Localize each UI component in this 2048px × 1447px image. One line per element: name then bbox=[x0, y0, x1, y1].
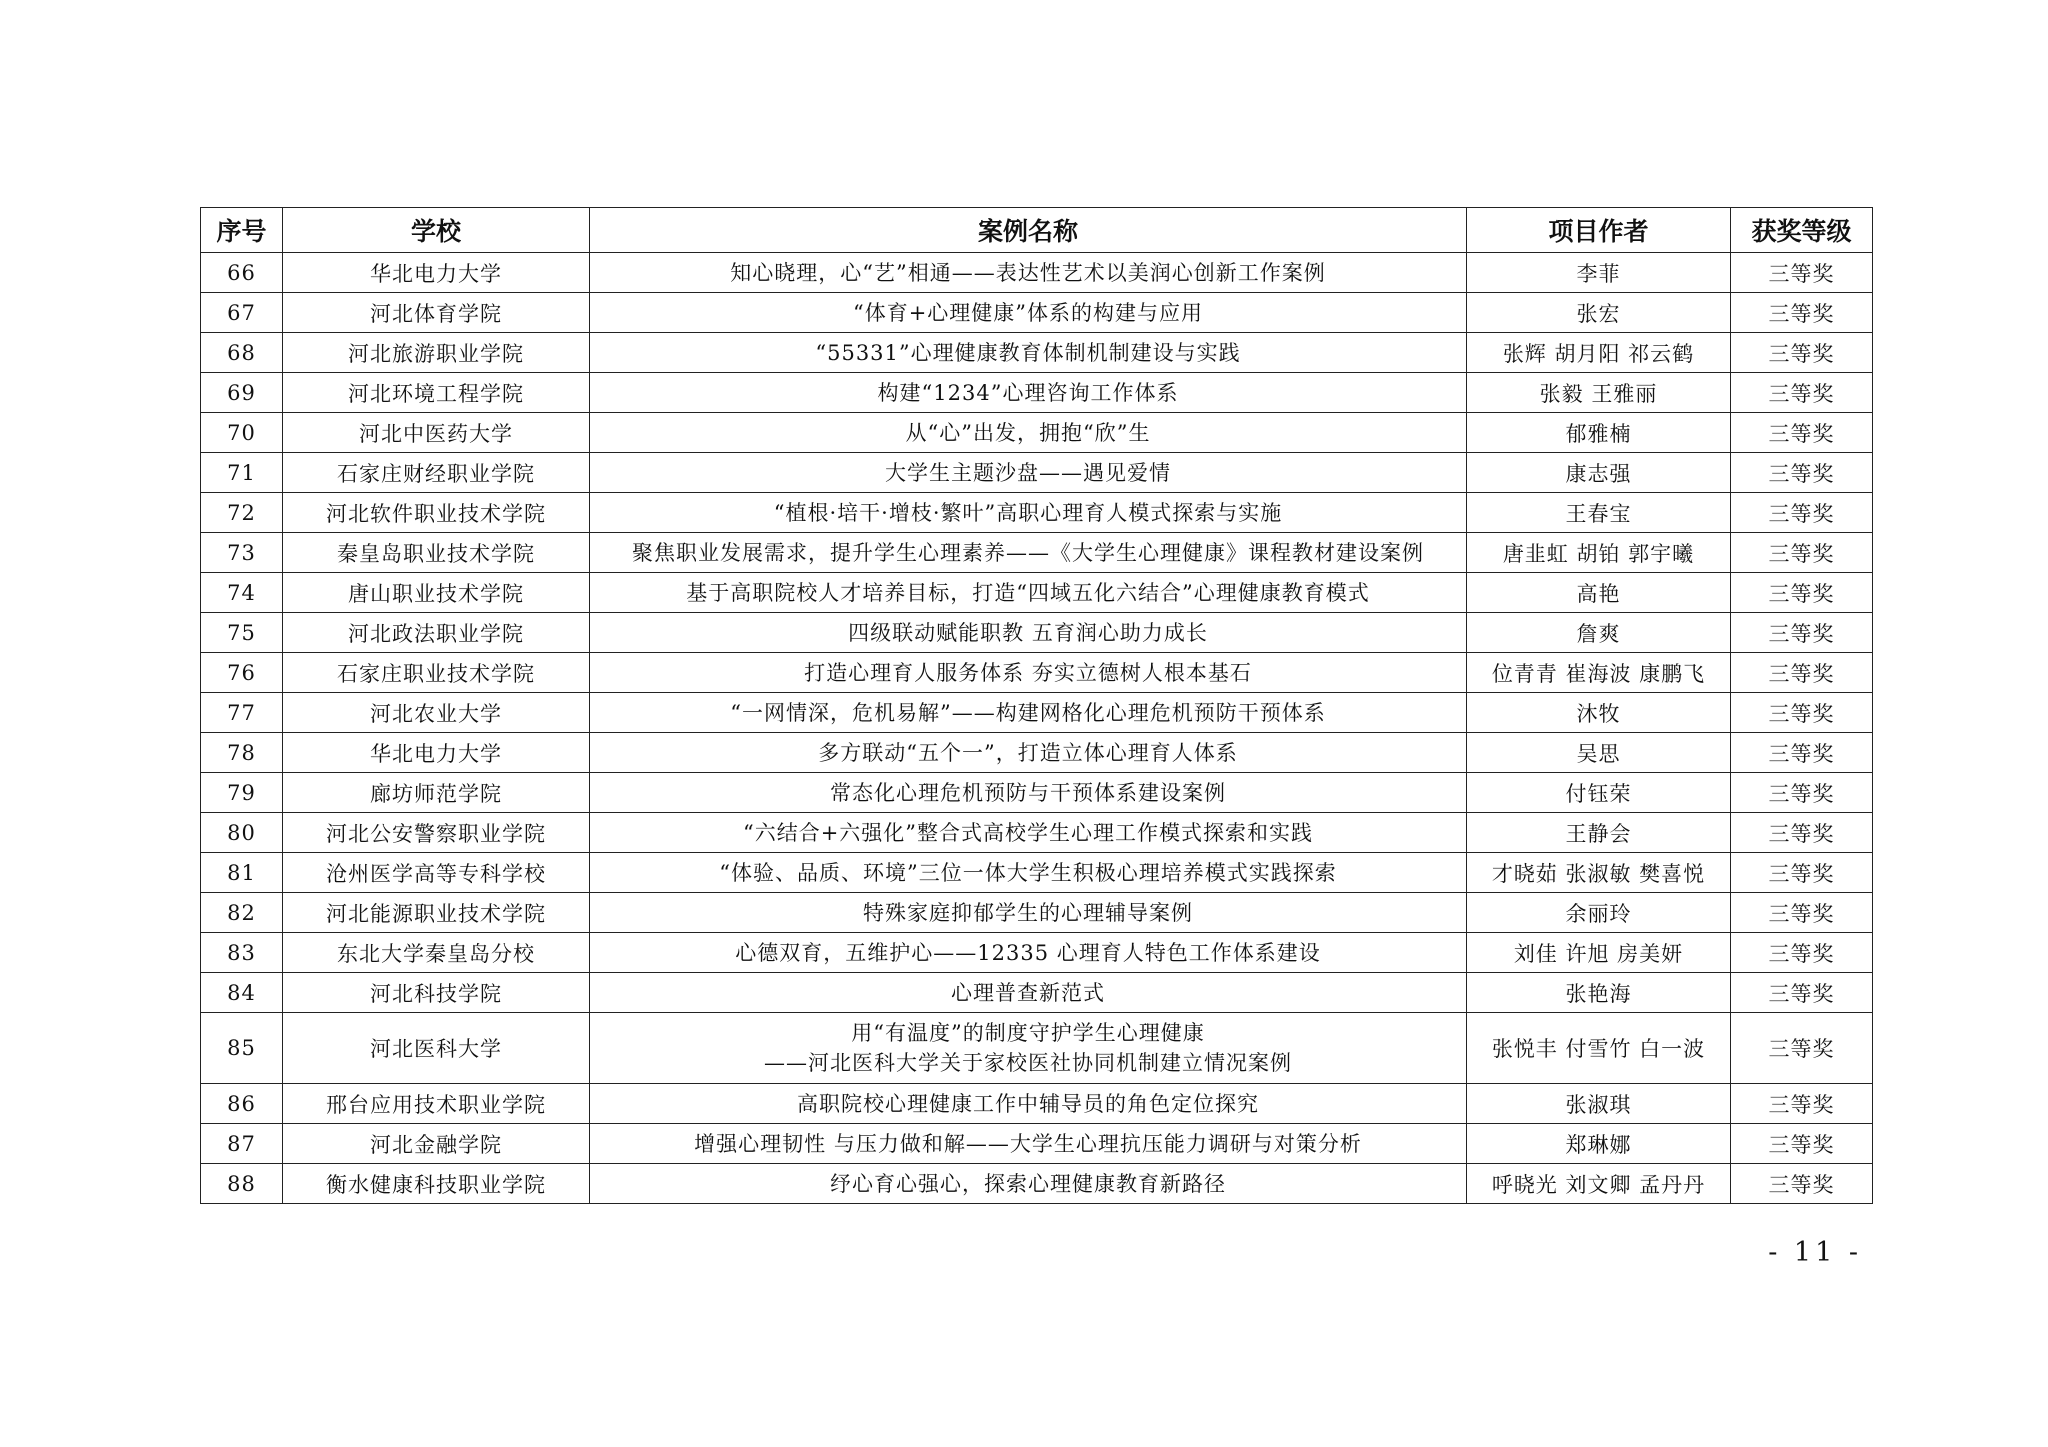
case-name-line: 构建“1234”心理咨询工作体系 bbox=[877, 380, 1179, 405]
cell-seq: 84 bbox=[201, 973, 283, 1013]
case-name-line: “植根·培干·增枝·繁叶”高职心理育人模式探索与实施 bbox=[773, 500, 1283, 525]
case-name-line: 多方联动“五个一”，打造立体心理育人体系 bbox=[818, 740, 1238, 765]
cell-case-name bbox=[590, 333, 1467, 373]
cell-award: 三等奖 bbox=[1731, 533, 1873, 573]
cell-case-name bbox=[590, 933, 1467, 973]
cell-award: 三等奖 bbox=[1731, 893, 1873, 933]
cell-authors: 郁雅楠 bbox=[1467, 413, 1731, 453]
cell-authors: 王春宝 bbox=[1467, 493, 1731, 533]
table-row bbox=[201, 373, 1873, 413]
cell-authors: 康志强 bbox=[1467, 453, 1731, 493]
cell-case-name bbox=[590, 773, 1467, 813]
cell-seq: 73 bbox=[201, 533, 283, 573]
cell-award: 三等奖 bbox=[1731, 973, 1873, 1013]
cell-case-name bbox=[590, 613, 1467, 653]
cell-case-name bbox=[590, 413, 1467, 453]
cell-authors: 呼晓光 刘文卿 孟丹丹 bbox=[1467, 1164, 1731, 1204]
cell-award: 三等奖 bbox=[1731, 773, 1873, 813]
case-name-line: “六结合+六强化”整合式高校学生心理工作模式探索和实践 bbox=[742, 820, 1314, 845]
case-name-line: “体验、品质、环境”三位一体大学生积极心理培养模式实践探索 bbox=[719, 860, 1337, 885]
cell-authors: 才晓茹 张淑敏 樊喜悦 bbox=[1467, 853, 1731, 893]
header-authors: 项目作者 bbox=[1467, 208, 1731, 253]
table-row bbox=[201, 413, 1873, 453]
cell-authors: 王静会 bbox=[1467, 813, 1731, 853]
table-row bbox=[201, 773, 1873, 813]
cell-case-name bbox=[590, 573, 1467, 613]
cell-case-name bbox=[590, 693, 1467, 733]
cell-school: 河北金融学院 bbox=[283, 1124, 590, 1164]
cell-case-name bbox=[590, 253, 1467, 293]
cell-award: 三等奖 bbox=[1731, 653, 1873, 693]
cell-authors: 张毅 王雅丽 bbox=[1467, 373, 1731, 413]
cell-award: 三等奖 bbox=[1731, 413, 1873, 453]
page-number: - 11 - bbox=[1768, 1237, 1862, 1268]
cell-case-name bbox=[590, 373, 1467, 413]
cell-authors: 位青青 崔海波 康鹏飞 bbox=[1467, 653, 1731, 693]
cell-case-name bbox=[590, 493, 1467, 533]
case-name-line: 高职院校心理健康工作中辅导员的角色定位探究 bbox=[797, 1091, 1259, 1116]
case-name-line: 常态化心理危机预防与干预体系建设案例 bbox=[830, 780, 1226, 805]
table-row bbox=[201, 733, 1873, 773]
cell-authors: 张宏 bbox=[1467, 293, 1731, 333]
header-school: 学校 bbox=[283, 208, 590, 253]
case-name-line: “一网情深，危机易解”——构建网格化心理危机预防干预体系 bbox=[730, 700, 1326, 725]
cell-authors: 郑琳娜 bbox=[1467, 1124, 1731, 1164]
cell-seq: 83 bbox=[201, 933, 283, 973]
header-award: 获奖等级 bbox=[1731, 208, 1873, 253]
cell-school: 河北政法职业学院 bbox=[283, 613, 590, 653]
table-row bbox=[201, 893, 1873, 933]
cell-school: 河北公安警察职业学院 bbox=[283, 813, 590, 853]
cell-seq: 86 bbox=[201, 1084, 283, 1124]
cell-school: 河北软件职业技术学院 bbox=[283, 493, 590, 533]
table-row bbox=[201, 1164, 1873, 1204]
table-row bbox=[201, 853, 1873, 893]
table-row bbox=[201, 613, 1873, 653]
cell-award: 三等奖 bbox=[1731, 1084, 1873, 1124]
case-name-line: 心理普查新范式 bbox=[951, 980, 1105, 1005]
cell-seq: 87 bbox=[201, 1124, 283, 1164]
cell-school: 衡水健康科技职业学院 bbox=[283, 1164, 590, 1204]
header-seq: 序号 bbox=[201, 208, 283, 253]
cell-authors: 张辉 胡月阳 祁云鹤 bbox=[1467, 333, 1731, 373]
case-name-line: 增强心理韧性 与压力做和解——大学生心理抗压能力调研与对策分析 bbox=[694, 1131, 1362, 1156]
case-name-line: 特殊家庭抑郁学生的心理辅导案例 bbox=[863, 900, 1193, 925]
table-row bbox=[201, 973, 1873, 1013]
cell-seq: 85 bbox=[201, 1013, 283, 1084]
cell-school: 秦皇岛职业技术学院 bbox=[283, 533, 590, 573]
case-name-line: “55331”心理健康教育体制机制建设与实践 bbox=[815, 340, 1241, 365]
table-row bbox=[201, 1013, 1873, 1084]
table-row bbox=[201, 333, 1873, 373]
table-header bbox=[201, 208, 1873, 253]
table-row bbox=[201, 933, 1873, 973]
cell-award: 三等奖 bbox=[1731, 1013, 1873, 1084]
cell-seq: 88 bbox=[201, 1164, 283, 1204]
cell-authors: 余丽玲 bbox=[1467, 893, 1731, 933]
cell-case-name bbox=[590, 533, 1467, 573]
cell-school: 华北电力大学 bbox=[283, 253, 590, 293]
table-row bbox=[201, 1084, 1873, 1124]
case-name-line: 四级联动赋能职教 五育润心助力成长 bbox=[848, 620, 1208, 645]
header-row bbox=[201, 208, 1873, 253]
cell-school: 河北旅游职业学院 bbox=[283, 333, 590, 373]
table-row bbox=[201, 493, 1873, 533]
cell-award: 三等奖 bbox=[1731, 853, 1873, 893]
cell-authors: 张艳海 bbox=[1467, 973, 1731, 1013]
case-name-line: 从“心”出发，拥抱“欣”生 bbox=[905, 420, 1151, 445]
cell-award: 三等奖 bbox=[1731, 693, 1873, 733]
cell-school: 廊坊师范学院 bbox=[283, 773, 590, 813]
cell-authors: 吴思 bbox=[1467, 733, 1731, 773]
award-table bbox=[200, 207, 1873, 1204]
cell-seq: 72 bbox=[201, 493, 283, 533]
cell-award: 三等奖 bbox=[1731, 333, 1873, 373]
case-name-line: 用“有温度”的制度守护学生心理健康 bbox=[851, 1021, 1205, 1045]
table-row bbox=[201, 573, 1873, 613]
case-name-line: 基于高职院校人才培养目标，打造“四域五化六结合”心理健康教育模式 bbox=[686, 580, 1370, 605]
cell-seq: 69 bbox=[201, 373, 283, 413]
cell-seq: 78 bbox=[201, 733, 283, 773]
table-row bbox=[201, 693, 1873, 733]
cell-school: 河北中医药大学 bbox=[283, 413, 590, 453]
cell-seq: 76 bbox=[201, 653, 283, 693]
cell-case-name bbox=[590, 973, 1467, 1013]
cell-school: 河北科技学院 bbox=[283, 973, 590, 1013]
cell-case-name bbox=[590, 1084, 1467, 1124]
table-row bbox=[201, 253, 1873, 293]
table-body bbox=[201, 253, 1873, 1204]
cell-seq: 80 bbox=[201, 813, 283, 853]
cell-authors: 唐韭虹 胡铂 郭宇曦 bbox=[1467, 533, 1731, 573]
cell-case-name bbox=[590, 653, 1467, 693]
cell-authors: 张淑琪 bbox=[1467, 1084, 1731, 1124]
cell-award: 三等奖 bbox=[1731, 373, 1873, 413]
cell-case-name bbox=[590, 893, 1467, 933]
cell-seq: 71 bbox=[201, 453, 283, 493]
case-name-line: “体育+心理健康”体系的构建与应用 bbox=[852, 300, 1204, 325]
cell-school: 邢台应用技术职业学院 bbox=[283, 1084, 590, 1124]
cell-seq: 79 bbox=[201, 773, 283, 813]
cell-authors: 付钰荣 bbox=[1467, 773, 1731, 813]
cell-seq: 68 bbox=[201, 333, 283, 373]
cell-school: 河北能源职业技术学院 bbox=[283, 893, 590, 933]
cell-authors: 詹爽 bbox=[1467, 613, 1731, 653]
cell-case-name bbox=[590, 1164, 1467, 1204]
cell-award: 三等奖 bbox=[1731, 613, 1873, 653]
cell-award: 三等奖 bbox=[1731, 453, 1873, 493]
cell-case-name bbox=[590, 853, 1467, 893]
cell-authors: 刘佳 许旭 房美妍 bbox=[1467, 933, 1731, 973]
cell-authors: 张悦丰 付雪竹 白一波 bbox=[1467, 1013, 1731, 1084]
cell-case-name bbox=[590, 733, 1467, 773]
cell-school: 河北体育学院 bbox=[283, 293, 590, 333]
cell-seq: 77 bbox=[201, 693, 283, 733]
cell-seq: 67 bbox=[201, 293, 283, 333]
cell-award: 三等奖 bbox=[1731, 493, 1873, 533]
cell-authors: 沐牧 bbox=[1467, 693, 1731, 733]
table-row bbox=[201, 653, 1873, 693]
table-row bbox=[201, 1124, 1873, 1164]
cell-school: 河北环境工程学院 bbox=[283, 373, 590, 413]
cell-award: 三等奖 bbox=[1731, 813, 1873, 853]
cell-seq: 81 bbox=[201, 853, 283, 893]
cell-case-name bbox=[590, 293, 1467, 333]
case-name-line: 打造心理育人服务体系 夯实立德树人根本基石 bbox=[804, 660, 1252, 685]
case-name-line: 知心晓理，心“艺”相通——表达性艺术以美润心创新工作案例 bbox=[730, 260, 1326, 285]
cell-authors: 高艳 bbox=[1467, 573, 1731, 613]
cell-award: 三等奖 bbox=[1731, 1124, 1873, 1164]
cell-case-name bbox=[590, 813, 1467, 853]
cell-school: 沧州医学高等专科学校 bbox=[283, 853, 590, 893]
cell-school: 华北电力大学 bbox=[283, 733, 590, 773]
cell-award: 三等奖 bbox=[1731, 253, 1873, 293]
table-row bbox=[201, 293, 1873, 333]
cell-seq: 70 bbox=[201, 413, 283, 453]
cell-award: 三等奖 bbox=[1731, 933, 1873, 973]
cell-authors: 李菲 bbox=[1467, 253, 1731, 293]
cell-seq: 74 bbox=[201, 573, 283, 613]
cell-school: 河北农业大学 bbox=[283, 693, 590, 733]
cell-seq: 82 bbox=[201, 893, 283, 933]
table-row bbox=[201, 453, 1873, 493]
cell-case-name bbox=[590, 453, 1467, 493]
table-row bbox=[201, 533, 1873, 573]
cell-award: 三等奖 bbox=[1731, 733, 1873, 773]
case-name-line: 大学生主题沙盘——遇见爱情 bbox=[885, 460, 1171, 485]
case-name-line: 心德双育，五维护心——12335 心理育人特色工作体系建设 bbox=[735, 940, 1321, 965]
cell-award: 三等奖 bbox=[1731, 1164, 1873, 1204]
header-case-name: 案例名称 bbox=[590, 208, 1467, 253]
cell-case-name bbox=[590, 1124, 1467, 1164]
cell-school: 唐山职业技术学院 bbox=[283, 573, 590, 613]
cell-school: 石家庄财经职业学院 bbox=[283, 453, 590, 493]
cell-case-name bbox=[590, 1013, 1467, 1084]
table-row bbox=[201, 813, 1873, 853]
cell-school: 河北医科大学 bbox=[283, 1013, 590, 1084]
cell-award: 三等奖 bbox=[1731, 293, 1873, 333]
cell-seq: 75 bbox=[201, 613, 283, 653]
cell-school: 石家庄职业技术学院 bbox=[283, 653, 590, 693]
cell-award: 三等奖 bbox=[1731, 573, 1873, 613]
case-name-line: 聚焦职业发展需求，提升学生心理素养——《大学生心理健康》课程教材建设案例 bbox=[632, 540, 1424, 565]
case-name-line: 纾心育心强心，探索心理健康教育新路径 bbox=[830, 1171, 1226, 1196]
case-name-line: ——河北医科大学关于家校医社协同机制建立情况案例 bbox=[764, 1051, 1292, 1075]
cell-seq: 66 bbox=[201, 253, 283, 293]
cell-school: 东北大学秦皇岛分校 bbox=[283, 933, 590, 973]
